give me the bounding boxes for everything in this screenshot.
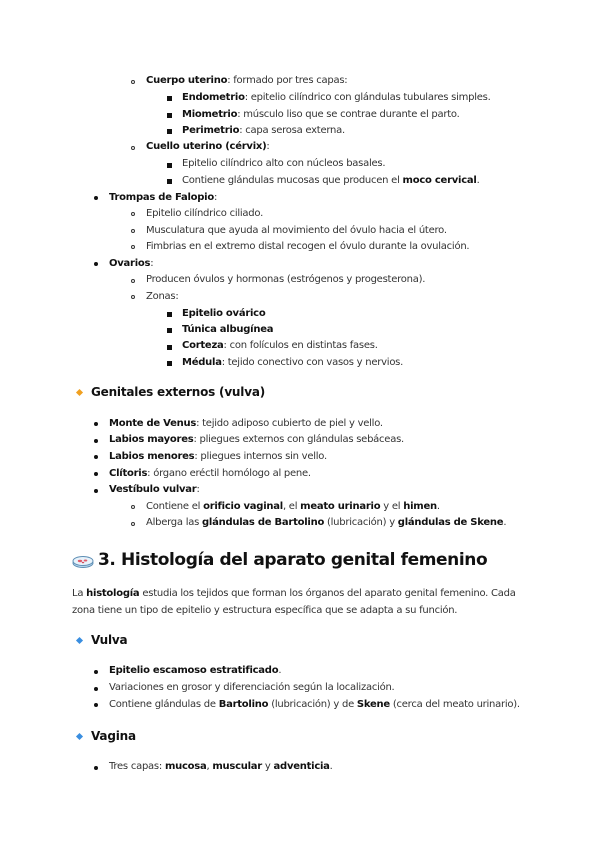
text: (cerca del meato urinario).: [389, 699, 520, 710]
text: :: [213, 192, 218, 203]
term: orificio vaginal: [203, 501, 283, 512]
circle-bullet: [131, 80, 135, 84]
disc-bullet: [94, 262, 98, 266]
section-title-histology: 3. Histología del aparato genital femenino: [98, 550, 488, 570]
text: Variaciones en grosor y diferenciación según la localización.: [109, 682, 395, 693]
text: .: [503, 517, 507, 528]
list-item: [109, 664, 281, 677]
list-item: [109, 698, 520, 711]
disc-bullet: [94, 439, 98, 443]
term: Bartolino: [218, 699, 269, 710]
diamond-blue-icon: [76, 637, 83, 644]
text: : formado por tres capas:: [227, 75, 348, 86]
text: Alberga las: [146, 517, 203, 528]
section-heading-external-genitals: Genitales externos (vulva): [91, 385, 265, 399]
text: .: [476, 175, 480, 186]
term: Túnica albugínea: [182, 324, 274, 335]
text: Epitelio cilíndrico ciliado.: [146, 208, 264, 219]
list-item: [146, 290, 179, 303]
term: Epitelio escamoso estratificado: [109, 665, 279, 676]
text: : órgano eréctil homólogo al pene.: [147, 468, 311, 479]
text: :: [266, 141, 270, 152]
text: Contiene glándulas de: [109, 699, 219, 710]
term: Monte de Venus: [109, 418, 197, 429]
text: (lubricación) y de: [268, 699, 357, 710]
list-item: [146, 516, 506, 529]
term: Corteza: [182, 340, 224, 351]
list-item: [182, 307, 265, 320]
list-item: [182, 124, 345, 137]
subsection-heading-vulva: Vulva: [91, 633, 128, 647]
square-bullet: [167, 163, 172, 168]
list-item: [109, 467, 311, 480]
disc-bullet: [94, 670, 98, 674]
term: Endometrio: [182, 92, 245, 103]
square-bullet: [167, 129, 172, 134]
text: Tres capas:: [109, 761, 165, 772]
text: y: [262, 761, 274, 772]
list-item: [146, 273, 425, 286]
text: estudia los tejidos que forman los órganos del aparato genital femenino. Cada zona tiene un tipo de epitelio y estructura específica que se adapta a su función.: [72, 588, 516, 616]
term: Labios mayores: [109, 434, 194, 445]
term: Skene: [356, 699, 390, 710]
term: Miometrio: [182, 109, 238, 120]
term: Epitelio ovárico: [182, 308, 266, 319]
text: , el: [282, 501, 301, 512]
text: Contiene el: [146, 501, 204, 512]
term: Ovarios: [109, 258, 151, 269]
diamond-blue-icon: [76, 733, 83, 740]
circle-bullet: [131, 229, 135, 233]
text: : pliegues internos sin vello.: [194, 451, 327, 462]
term: Cuello uterino (cérvix): [146, 141, 267, 152]
square-bullet: [167, 345, 172, 350]
disc-bullet: [94, 422, 98, 426]
square-bullet: [167, 328, 172, 333]
text: : epitelio cilíndrico con glándulas tubulares simples.: [244, 92, 491, 103]
text: ,: [206, 761, 213, 772]
list-item: [109, 483, 200, 496]
square-bullet: [167, 179, 172, 184]
list-item: [182, 174, 480, 187]
list-item: [182, 323, 273, 336]
list-item: [146, 140, 270, 153]
square-bullet: [167, 312, 172, 317]
list-item: [109, 433, 404, 446]
term: Perimetrio: [182, 125, 240, 136]
term: adventicia: [273, 761, 330, 772]
text: .: [329, 761, 333, 772]
term: Médula: [182, 357, 222, 368]
list-item: [109, 760, 333, 773]
list-item: [146, 74, 347, 87]
disc-bullet: [94, 687, 98, 691]
term: mucosa: [164, 761, 207, 772]
list-item: [182, 91, 491, 104]
term: moco cervical: [402, 175, 477, 186]
disc-bullet: [94, 196, 98, 200]
text: .: [278, 665, 282, 676]
list-item: [182, 108, 460, 121]
text: : tejido conectivo con vasos y nervios.: [221, 357, 404, 368]
text: :: [150, 258, 154, 269]
circle-bullet: [131, 505, 135, 509]
square-bullet: [167, 361, 172, 366]
text: Musculatura que ayuda al movimiento del óvulo hacia el útero.: [146, 225, 447, 236]
text: : capa serosa externa.: [239, 125, 345, 136]
disc-bullet: [94, 766, 98, 770]
circle-bullet: [131, 279, 135, 283]
term: meato urinario: [300, 501, 381, 512]
disc-bullet: [94, 472, 98, 476]
term: histología: [86, 588, 140, 599]
text: Zonas:: [146, 291, 179, 302]
text: : con folículos en distintas fases.: [223, 340, 378, 351]
list-item: [109, 681, 395, 694]
square-bullet: [167, 113, 172, 118]
text: La: [72, 588, 87, 599]
term: Labios menores: [109, 451, 195, 462]
term: Vestíbulo vulvar: [109, 484, 197, 495]
list-item: [146, 500, 440, 513]
text: Producen óvulos y hormonas (estrógenos y progesterona).: [146, 274, 426, 285]
term: Clítoris: [109, 468, 148, 479]
text: Fimbrias en el extremo distal recogen el óvulo durante la ovulación.: [146, 241, 470, 252]
term: glándulas de Bartolino: [202, 517, 325, 528]
text: .: [436, 501, 440, 512]
circle-bullet: [131, 146, 135, 150]
text: :: [196, 484, 200, 495]
subsection-heading-vagina: Vagina: [91, 729, 136, 743]
text: Epitelio cilíndrico alto con núcleos basales.: [182, 158, 386, 169]
disc-bullet: [94, 455, 98, 459]
circle-bullet: [131, 245, 135, 249]
circle-bullet: [131, 295, 135, 299]
text: : pliegues externos con glándulas sebáceas.: [193, 434, 404, 445]
text: : tejido adiposo cubierto de piel y vello.: [196, 418, 383, 429]
text: y el: [380, 501, 404, 512]
term: Trompas de Falopio: [109, 192, 214, 203]
list-item: [146, 207, 263, 220]
circle-bullet: [131, 522, 135, 526]
term: himen: [403, 501, 437, 512]
disc-bullet: [94, 489, 98, 493]
text: Contiene glándulas mucosas que producen el: [182, 175, 403, 186]
list-item: [109, 257, 153, 270]
text: (lubricación) y: [324, 517, 398, 528]
petri-dish-icon: [72, 553, 94, 569]
list-item: [146, 240, 469, 253]
list-item: [182, 157, 385, 170]
list-item: [146, 224, 447, 237]
list-item: [182, 356, 403, 369]
square-bullet: [167, 96, 172, 101]
text: : músculo liso que se contrae durante el parto.: [237, 109, 460, 120]
term: muscular: [212, 761, 262, 772]
diamond-orange-icon: [76, 389, 83, 396]
term: Cuerpo uterino: [146, 75, 228, 86]
list-item: [109, 191, 217, 204]
list-item: [109, 417, 383, 430]
list-item: [109, 450, 327, 463]
intro-paragraph: [72, 585, 532, 619]
list-item: [182, 339, 378, 352]
disc-bullet: [94, 703, 98, 707]
term: glándulas de Skene: [397, 517, 504, 528]
circle-bullet: [131, 212, 135, 216]
